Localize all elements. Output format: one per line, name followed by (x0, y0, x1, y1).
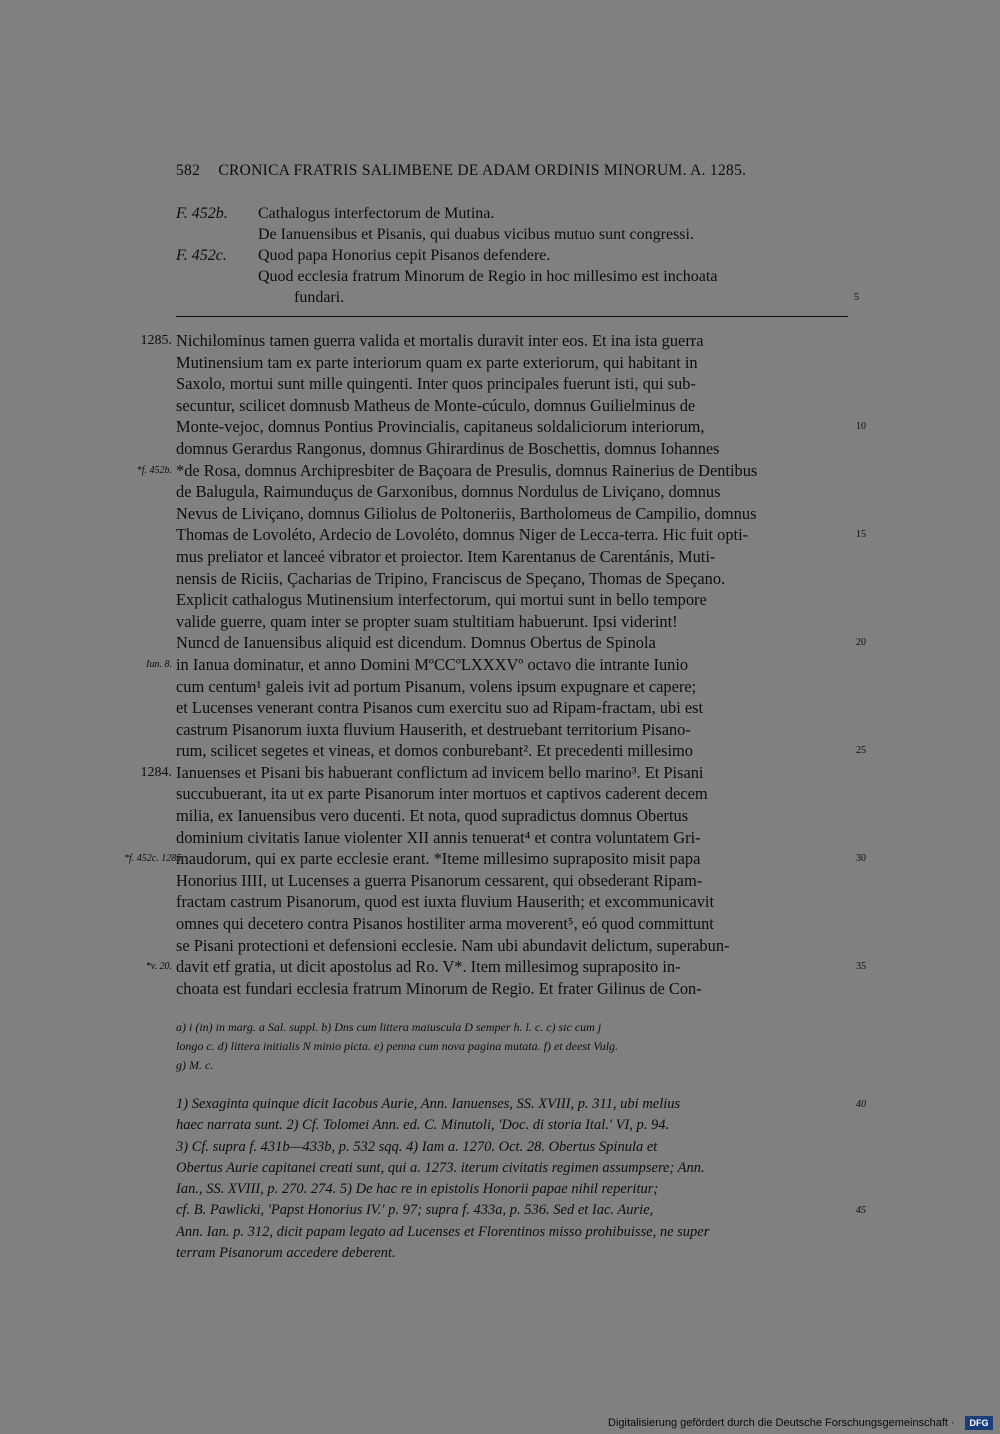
summary-text: fundari. (294, 289, 345, 306)
text-line (176, 481, 848, 503)
text-line (176, 503, 848, 525)
line-text: mus preliator et lanceé vibrator et proiector. Item Karentanus de Carentánis, Muti- (176, 546, 716, 566)
footnote-line (176, 1179, 848, 1200)
line-text: Nevus de Liviçano, domnus Giliolus de Poltoneriis, Bartholomeus de Campilio, domnus (176, 503, 757, 523)
line-text: Monte-vejoc, domnus Pontius Provincialis, capitaneus soldaliciorum interiorum, (176, 417, 705, 437)
text-line (136, 460, 848, 482)
running-header (176, 162, 816, 180)
line-text: Saxolo, mortui sunt mille quingenti. Inter quos principales fuerunt isti, qui sub- (176, 374, 696, 394)
text-line (176, 589, 848, 611)
line-text: davit etf gratia, ut dicit apostolus ad Ro. V*. Item millesimog supraposito in- (176, 957, 681, 977)
margin-note: Iun. 8. (146, 658, 172, 670)
margin-note: *f. 452b. (136, 464, 172, 476)
text-line (124, 848, 866, 870)
line-text: domnus Gerardus Rangonus, domnus Ghirardinus de Boschettis, domnus Iohannes (176, 438, 720, 458)
footnote-text: Ann. Ian. p. 312, dicit papam legato ad Lucenses et Florentinos misso prohibuisse, ne super (176, 1223, 710, 1240)
text-line (176, 913, 848, 935)
text-line (140, 330, 848, 352)
text-line (176, 568, 848, 590)
text-line (176, 352, 848, 374)
line-text: nensis de Riciis, Çacharias de Tripino, Franciscus de Speçano, Thomas de Speçano. (176, 568, 726, 588)
line-text: dominium civitatis Ianue violenter XII annis tenuerat⁴ et contra voluntatem Gri- (176, 827, 701, 847)
line-text: Mutinensium tam ex parte interiorum quam ex parte exteriorum, qui habitant in (176, 352, 698, 372)
margin-note: *v. 20. (145, 961, 172, 973)
variant-note-line: g) M. c. (176, 1058, 214, 1072)
line-number: 10 (856, 421, 866, 433)
text-line (176, 740, 866, 762)
folio-ref: F. 452b. (176, 205, 228, 222)
line-text: milia, ex Ianuensibus vero ducenti. Et nota, quod supradictus domnus Obertus (176, 806, 689, 826)
footnote-text: Ian., SS. XVIII, p. 270. 274. 5) De hac re in epistolis Honorii papae nihil reperitur; (176, 1181, 659, 1198)
line-text: Nichilominus tamen guerra valida et mortalis duravit inter eos. Et ina ista guerra (176, 331, 704, 350)
line-text: maudorum, qui ex parte ecclesie erant. *Iteme millesimo supraposito misit papa (176, 849, 701, 869)
line-text: choata est fundari ecclesia fratrum Minorum de Regio. Et frater Gilinus de Con- (176, 978, 702, 998)
text-line (176, 373, 848, 395)
line-text: omnes qui decetero contra Pisanos hostiliter arma moverent⁵, eó quod committunt (176, 914, 714, 934)
summary-row (176, 224, 856, 245)
footnote-line (176, 1243, 848, 1264)
line-text: cum centum¹ galeis ivit ad portum Pisanum, volens ipsum expugnare et capere; (176, 676, 697, 696)
line-text: *de Rosa, domnus Archipresbiter de Baçoara de Presulis, domnus Rainerius de Dentibus (176, 460, 758, 480)
text-line (146, 654, 848, 676)
line-text: et Lucenses venerant contra Pisanos cum exercitu suo ad Ripam-fractam, ubi est (176, 698, 704, 718)
line-text: Ianuenses et Pisani bis habuerant conflictum ad invicem bello marino³. Et Pisani (176, 762, 704, 782)
margin-note: *f. 452c. 1285. (124, 853, 184, 865)
line-text: de Balugula, Raimunduçus de Garxonibus, domnus Nordulus de Liviçano, domnus (176, 482, 721, 502)
funding-footer: Digitalisierung gefördert durch die Deutsche Forschungsgemeinschaft · (608, 1417, 955, 1429)
summary-text: Cathalogus interfectorum de Mutina. (258, 205, 495, 222)
line-text: se Pisani protectioni et defensioni ecclesie. Nam ubi abundavit delictum, superabun- (176, 935, 730, 955)
line-number: 40 (856, 1099, 866, 1110)
text-line (176, 827, 848, 849)
main-text (124, 330, 866, 999)
line-number: 20 (856, 637, 866, 649)
footnote-text: Obertus Aurie capitanei creati sunt, qui a. 1273. iterum civitatis regimen assumpsere; Ann. (176, 1159, 705, 1176)
line-text: Nuncd de Ianuensibus aliquid est dicendum. Domnus Obertus de Spinola (176, 633, 656, 653)
line-text: Honorius IIII, ut Lucenses a guerra Pisanorum cessarent, qui obsederant Ripam- (176, 870, 703, 890)
footnote-line (176, 1094, 866, 1115)
line-number: 45 (856, 1205, 866, 1217)
line-number: 35 (856, 961, 866, 973)
line-text: fractam castrum Pisanorum, quod est iuxta fluvium Hauserith; et excommunicavit (176, 892, 715, 912)
text-line (176, 611, 848, 633)
line-number: 30 (856, 853, 866, 865)
margin-note: 1285. (140, 333, 172, 348)
separator-rule (176, 316, 848, 317)
summary-row (176, 266, 856, 287)
text-line (176, 697, 848, 719)
chapter-summary (176, 203, 859, 308)
text-line (176, 524, 866, 546)
text-line (176, 783, 848, 805)
line-text: Explicit cathalogus Mutinensium interfectorum, qui mortui sunt in bello tempore (176, 590, 707, 610)
page-number: 582 (176, 162, 201, 179)
footnote-line (176, 1158, 848, 1179)
summary-row (176, 245, 856, 266)
line-text: secuntur, scilicet domnusb Matheus de Monte-cúculo, domnus Guilielminus de (176, 395, 696, 415)
text-line (176, 935, 848, 957)
footnote-line (176, 1137, 848, 1158)
text-line (176, 805, 848, 827)
folio-ref: F. 452c. (176, 247, 227, 264)
line-text: castrum Pisanorum iuxta fluvium Hauserith, et destruebant territorium Pisano- (176, 719, 691, 739)
text-line (176, 395, 848, 417)
text-line (176, 546, 848, 568)
summary-text: De Ianuensibus et Pisanis, qui duabus vicibus mutuo sunt congressi. (258, 226, 694, 243)
text-line (176, 438, 848, 460)
variant-notes (176, 1018, 848, 1075)
text-line (140, 762, 848, 784)
summary-row (176, 203, 856, 224)
line-text: in Ianua dominatur, et anno Domini MºCCºLXXXVº octavo die intrante Iunio (176, 654, 689, 674)
text-line (176, 632, 866, 654)
footnotes (176, 1094, 866, 1264)
line-text: rum, scilicet segetes et vineas, et domos conburebant². Et precedenti millesimo (176, 741, 693, 761)
text-line (176, 676, 848, 698)
text-line (145, 956, 866, 978)
footnote-text: cf. B. Pawlicki, 'Papst Honorius IV.' p. 97; supra f. 433a, p. 536. Sed et Iac. Aurie, (176, 1202, 654, 1219)
summary-row (176, 287, 859, 308)
line-text: Thomas de Lovoléto, Ardecio de Lovoléto, domnus Niger de Lecca-terra. Hic fuit opti- (176, 525, 749, 545)
footnote-line (176, 1222, 848, 1243)
variant-note-line: longo c. d) littera initialis N minio picta. e) penna cum nova pagina mutata. f) et deest Vulg. (176, 1039, 619, 1053)
text-line (176, 870, 848, 892)
variant-note-line: a) i (in) in marg. a Sal. suppl. b) Dns cum littera maiuscula D semper h. l. c. c) sic cum j (176, 1020, 602, 1034)
dfg-logo: DFG (965, 1416, 993, 1430)
text-line (176, 891, 848, 913)
footnote-text: haec narrata sunt. 2) Cf. Tolomei Ann. ed. C. Minutoli, 'Doc. di storia Ital.' VI, p. 94. (176, 1117, 670, 1134)
line-number: 25 (856, 745, 866, 757)
text-line (176, 416, 866, 438)
footnote-line (176, 1200, 866, 1221)
summary-text: Quod papa Honorius cepit Pisanos defendere. (258, 247, 551, 264)
footnote-text: 3) Cf. supra f. 431b—433b, p. 532 sqq. 4) Iam a. 1270. Oct. 28. Obertus Spinula et (176, 1138, 658, 1155)
margin-note: 1284. (140, 764, 172, 780)
text-line (176, 719, 848, 741)
footnote-text: 1) Sexaginta quinque dicit Iacobus Aurie, Ann. Ianuenses, SS. XVIII, p. 311, ubi melius (176, 1096, 681, 1112)
footnote-line (176, 1115, 848, 1136)
line-text: succubuerant, ita ut ex parte Pisanorum inter mortuos et captivos caderent decem (176, 784, 708, 804)
text-line (176, 978, 848, 1000)
running-title: CRONICA FRATRIS SALIMBENE DE ADAM ORDINIS MINORUM. A. 1285. (218, 162, 747, 179)
line-number: 15 (856, 529, 866, 541)
summary-text: Quod ecclesia fratrum Minorum de Regio in hoc millesimo est inchoata (258, 268, 718, 285)
line-text: valide guerre, quam inter se propter suam stultitiam habuerunt. Ipsi viderint! (176, 611, 678, 631)
line-number: 5 (854, 292, 859, 303)
footnote-text: terram Pisanorum accedere deberent. (176, 1245, 396, 1262)
